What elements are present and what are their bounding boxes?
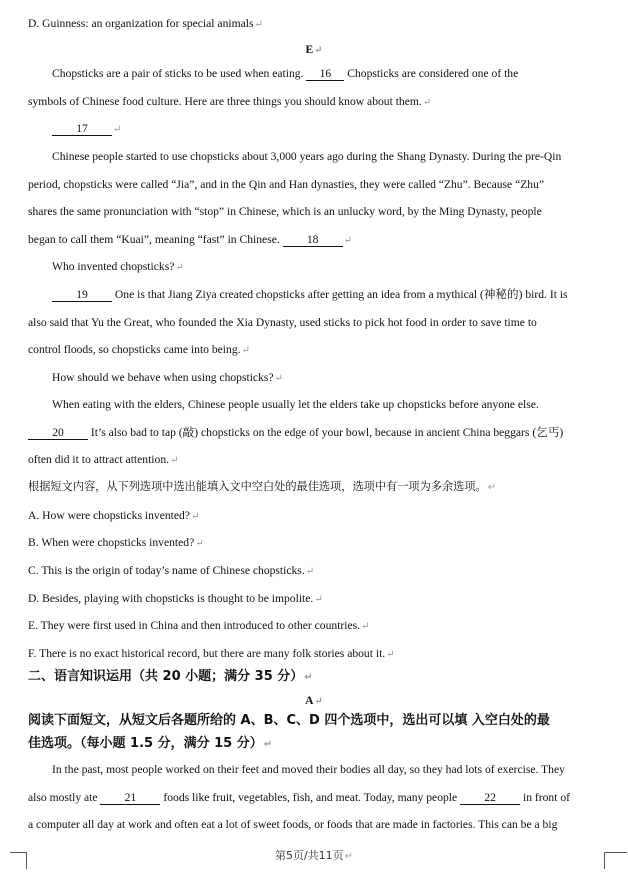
paragraph-mark-icon: ↵ bbox=[254, 19, 263, 30]
paragraph-mark-icon: ↵ bbox=[274, 373, 283, 384]
paragraph-line: 19 One is that Jiang Ziya created chopsticks after getting an idea from a mythical (神秘的) bird. It is bbox=[52, 287, 602, 303]
blank-21[interactable]: 21 bbox=[100, 791, 160, 805]
paragraph-mark-icon: ↵ bbox=[314, 696, 323, 707]
paragraph-mark-icon: ↵ bbox=[487, 482, 497, 493]
paragraph-line: often did it to attract attention.↵ bbox=[28, 453, 179, 466]
paragraph-line: Chopsticks are a pair of sticks to be used when eating. 16 Chopsticks are considered one of the bbox=[52, 67, 519, 80]
option-f: F. There is no exact historical record, but there are many folk stories about it.↵ bbox=[28, 647, 395, 660]
option-d: D. Besides, playing with chopsticks is thought to be impolite.↵ bbox=[28, 592, 323, 605]
paragraph-line: In the past, most people worked on their feet and moved their bodies all day, so they had lots of exercise. They bbox=[52, 763, 565, 776]
question-line: Who invented chopsticks?↵ bbox=[52, 260, 184, 273]
directions-line: 阅读下面短文，从短文后各题所给的 A、B、C、D 四个选项中，选出可以填 入空白处的最 bbox=[28, 713, 550, 728]
paragraph-mark-icon: ↵ bbox=[314, 594, 323, 605]
section-heading-e: E↵ bbox=[305, 43, 323, 56]
paragraph-mark-icon: ↵ bbox=[263, 739, 273, 750]
paragraph-mark-icon: ↵ bbox=[305, 566, 315, 577]
paragraph-line: also mostly ate 21 foods like fruit, vegetables, fish, and meat. Today, many people 22 in front of bbox=[28, 791, 570, 804]
blank-18[interactable]: 18 bbox=[283, 233, 343, 247]
paragraph-line: control floods, so chopsticks came into being.↵ bbox=[28, 343, 250, 356]
paragraph-mark-icon: ↵ bbox=[170, 455, 179, 466]
paragraph-mark-icon: ↵ bbox=[422, 97, 432, 108]
option-b: B. When were chopsticks invented?↵ bbox=[28, 536, 204, 549]
option-e: E. They were first used in China and then introduced to other countries.↵ bbox=[28, 619, 370, 632]
blank-16[interactable]: 16 bbox=[306, 67, 344, 81]
instruction-line: 根据短文内容，从下列选项中选出能填入文中空白处的最佳选项，选项中有一项为多余选项。↵ bbox=[28, 480, 497, 493]
paragraph-mark-icon: ↵ bbox=[386, 649, 395, 660]
section-heading-a: A↵ bbox=[305, 694, 323, 707]
blank-17[interactable]: 17 bbox=[52, 122, 112, 136]
option-a: A. How were chopsticks invented?↵ bbox=[28, 509, 200, 522]
paragraph-mark-icon: ↵ bbox=[113, 124, 122, 135]
part-two-heading: 二、语言知识运用（共 20 小题；满分 35 分）↵ bbox=[28, 669, 313, 684]
paragraph-mark-icon: ↵ bbox=[175, 262, 184, 273]
paragraph-mark-icon: ↵ bbox=[344, 851, 354, 862]
blank-22[interactable]: 22 bbox=[460, 791, 520, 805]
blank-19[interactable]: 19 bbox=[52, 288, 112, 302]
blank-20[interactable]: 20 bbox=[28, 426, 88, 440]
option-line: D. Guinness: an organization for special animals↵ bbox=[28, 17, 263, 30]
page-footer: 第5页/共11页↵ bbox=[274, 849, 354, 862]
paragraph-line: symbols of Chinese food culture. Here are three things you should know about them.↵ bbox=[28, 95, 432, 108]
paragraph-mark-icon: ↵ bbox=[314, 45, 323, 56]
paragraph-line bbox=[52, 121, 602, 138]
paragraph-line: period, chopsticks were called “Jia”, and in the Qin and Han dynasties, they were called “Zhu”. Because “Zhu” bbox=[28, 178, 545, 191]
paragraph-mark-icon: ↵ bbox=[190, 511, 200, 522]
paragraph-line: 20 It’s also bad to tap (敲) chopsticks on the edge of your bowl, because in ancient China beggars (乞丐) bbox=[28, 425, 602, 441]
paragraph-mark-icon: ↵ bbox=[304, 672, 313, 683]
paragraph-line: shares the same pronunciation with “stop” in Chinese, which is an unlucky word, by the Ming Dynasty, people bbox=[28, 205, 542, 218]
directions-line: 佳选项。（每小题 1.5 分，满分 15 分）↵ bbox=[28, 736, 273, 751]
option-c: C. This is the origin of today’s name of Chinese chopsticks.↵ bbox=[28, 564, 315, 577]
paragraph-mark-icon: ↵ bbox=[241, 345, 250, 356]
paragraph-mark-icon: ↵ bbox=[361, 621, 370, 632]
paragraph-line: a computer all day at work and often eat a lot of sweet foods, or foods that are made in factories. This can be a big bbox=[28, 818, 558, 831]
paragraph-line: When eating with the elders, Chinese people usually let the elders take up chopsticks before anyone else. bbox=[52, 398, 539, 411]
paragraph-mark-icon: ↵ bbox=[343, 235, 353, 246]
paragraph-line: also said that Yu the Great, who founded the Xia Dynasty, used sticks to pick hot food in order to save time to bbox=[28, 316, 537, 329]
paragraph-line: Chinese people started to use chopsticks about 3,000 years ago during the Shang Dynasty. During the pre-Qin bbox=[52, 150, 562, 163]
question-line: How should we behave when using chopsticks?↵ bbox=[52, 371, 283, 384]
paragraph-line: began to call them “Kuai”, meaning “fast” in Chinese. 18 ↵ bbox=[28, 233, 353, 246]
paragraph-mark-icon: ↵ bbox=[195, 538, 204, 549]
